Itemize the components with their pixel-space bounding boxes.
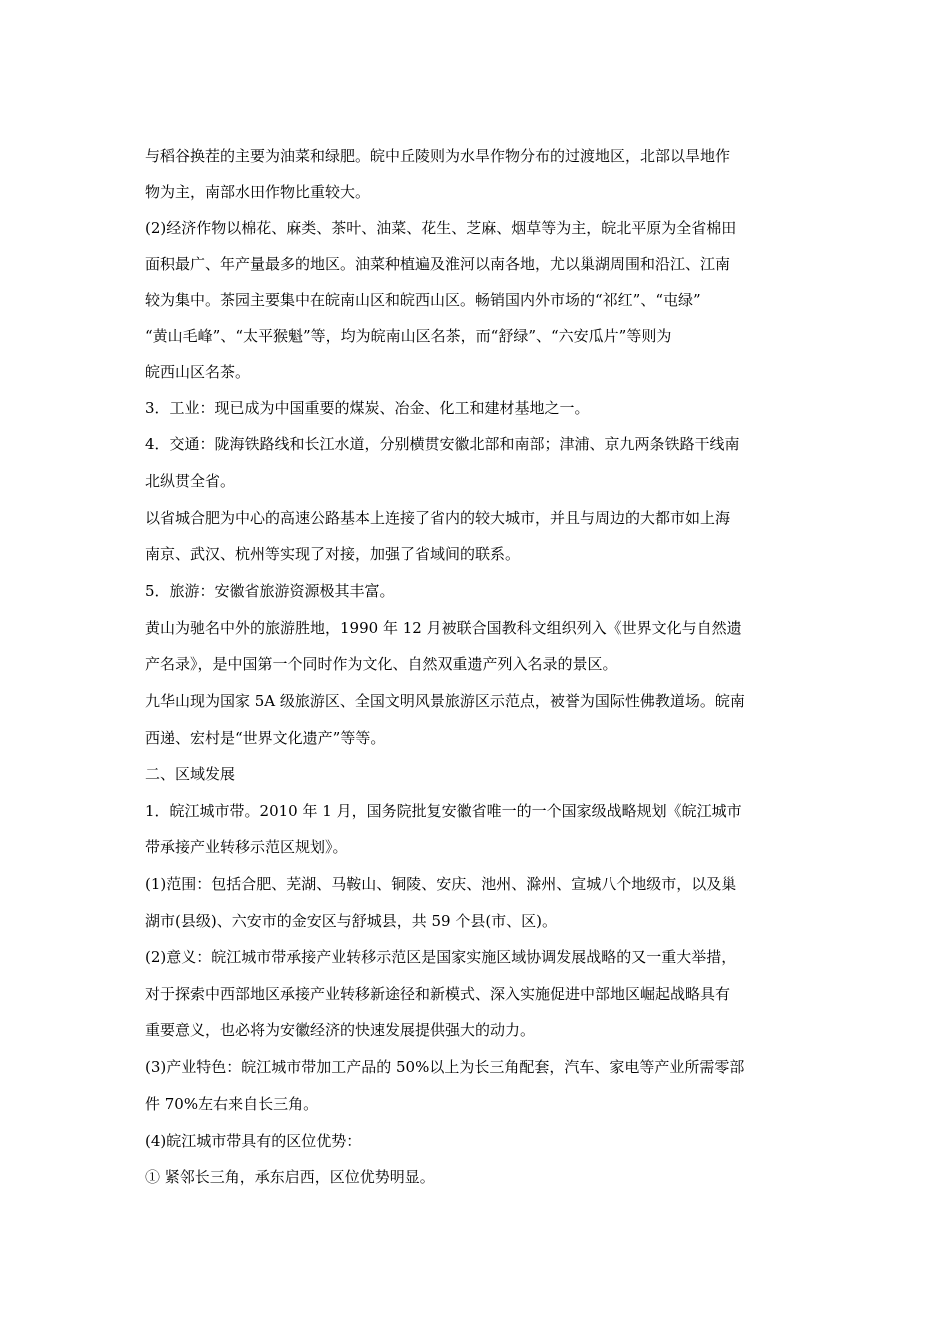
text-line: (3)产业特色：皖江城市带加工产品的 50%以上为长三角配套，汽车、家电等产业所需零部 [145,1058,745,1076]
text-line: 九华山现为国家 5A 级旅游区、全国文明风景旅游区示范点，被誉为国际性佛教道场。皖南 [145,692,745,710]
text-line: (4)皖江城市带具有的区位优势： [145,1132,362,1150]
text-line: 件 70%左右来自长三角。 [145,1095,319,1113]
text-line: 南京、武汉、杭州等实现了对接，加强了省域间的联系。 [145,545,521,563]
text-line: 4．交通：陇海铁路线和长江水道，分别横贯安徽北部和南部；津浦、京九两条铁路干线南 [145,435,740,453]
text-line: 以省城合肥为中心的高速公路基本上连接了省内的较大城市，并且与周边的大都市如上海 [145,509,731,527]
text-line: 湖市(县级)、六安市的金安区与舒城县，共 59 个县(市、区)。 [145,912,558,930]
text-line: 带承接产业转移示范区规划》。 [145,838,348,856]
text-line: 对于探索中西部地区承接产业转移新途径和新模式、深入实施促进中部地区崛起战略具有 [145,985,731,1003]
text-line: 物为主，南部水田作物比重较大。 [145,183,371,201]
text-line: 3．工业：现已成为中国重要的煤炭、冶金、化工和建材基地之一。 [145,399,590,417]
text-line: 1．皖江城市带。2010 年 1 月，国务院批复安徽省唯一的一个国家级战略规划《皖江城市 [145,802,742,820]
text-line: 西递、宏村是“世界文化遗产”等等。 [145,729,386,747]
section-heading: 二、区域发展 [145,765,236,783]
text-line: 重要意义，也必将为安徽经济的快速发展提供强大的动力。 [145,1021,536,1039]
text-line: “黄山毛峰”、“太平猴魁”等，均为皖南山区名茶，而“舒绿”、“六安瓜片”等则为 [145,327,672,345]
text-line: (2)意义：皖江城市带承接产业转移示范区是国家实施区域协调发展战略的又一重大举措， [145,948,737,966]
text-line: 与稻谷换茬的主要为油菜和绿肥。皖中丘陵则为水旱作物分布的过渡地区，北部以旱地作 [145,147,731,165]
text-line: 面积最广、年产量最多的地区。油菜种植遍及淮河以南各地，尤以巢湖周围和沿江、江南 [145,255,731,273]
text-line: 黄山为驰名中外的旅游胜地，1990 年 12 月被联合国教科文组织列入《世界文化与自然遗 [145,619,742,637]
text-line: 北纵贯全省。 [145,472,236,490]
text-line: 较为集中。茶园主要集中在皖南山区和皖西山区。畅销国内外市场的“祁红”、“屯绿” [145,291,701,309]
text-line: (2)经济作物以棉花、麻类、茶叶、油菜、花生、芝麻、烟草等为主，皖北平原为全省棉田 [145,219,737,237]
text-line: 皖西山区名茶。 [145,363,251,381]
text-line: ① 紧邻长三角，承东启西，区位优势明显。 [145,1168,435,1186]
text-line: 产名录》，是中国第一个同时作为文化、自然双重遗产列入名录的景区。 [145,655,618,673]
text-line: 5．旅游：安徽省旅游资源极其丰富。 [145,582,395,600]
text-line: (1)范围：包括合肥、芜湖、马鞍山、铜陵、安庆、池州、滁州、宣城八个地级市，以及巢 [145,875,737,893]
